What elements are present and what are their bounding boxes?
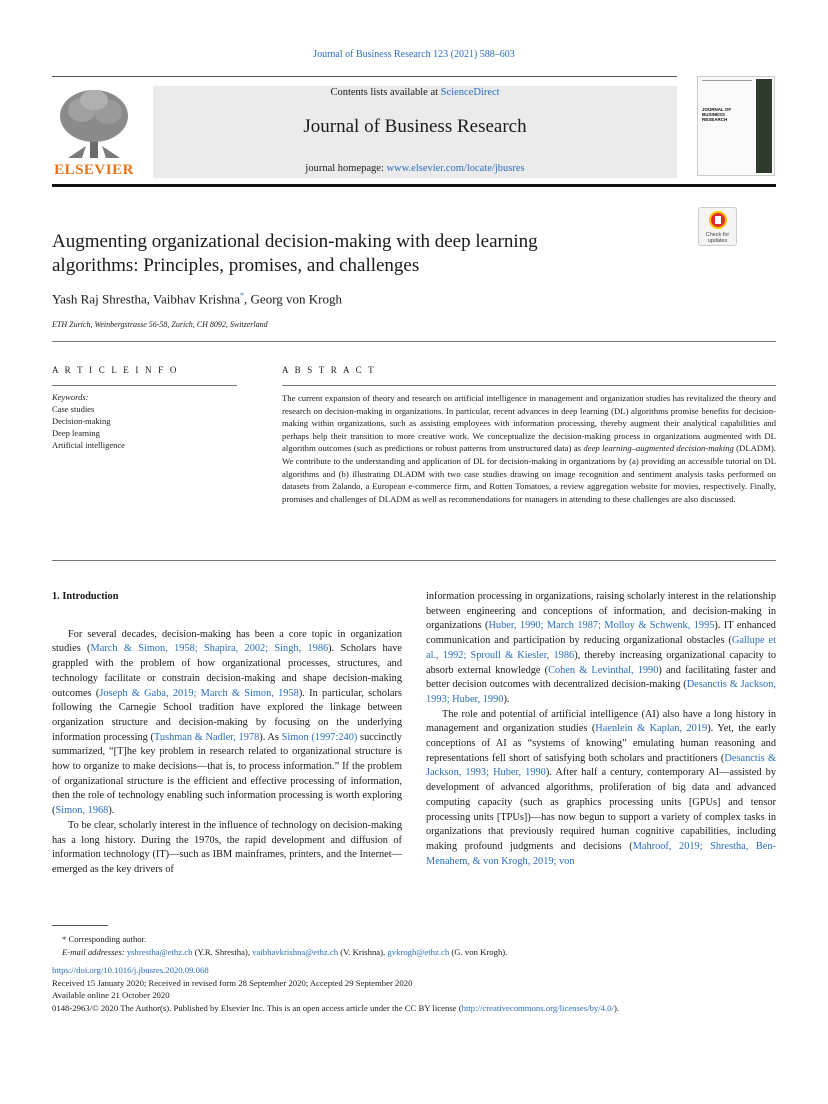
email-addresses — [52, 946, 776, 959]
text-segment: ). In particular, scholars following the Carnegie School tradition have explored the linkage between organization structure and decision-making by focusing on the underlying information processing ( — [52, 687, 402, 743]
available-online: Available online 21 October 2020 — [52, 990, 170, 1001]
text-segment: ). — [503, 693, 510, 705]
citation-link[interactable]: Haenlein & Kaplan, 2019 — [595, 723, 708, 735]
text-segment: ). Scholars have grappled with the problem of how organizational processes, structures, and technology facilitate or constrain decision-making and shape decision-making outcomes ( — [52, 643, 403, 699]
authors — [52, 291, 342, 307]
citation-link[interactable]: March & Simon, 1958; Shapira, 2002; Singh, 1986 — [90, 643, 329, 655]
cover-title — [702, 107, 752, 122]
check-for-updates-button[interactable] — [698, 207, 737, 246]
contents-prefix: Contents lists available at — [330, 87, 441, 98]
cover-image-strip — [756, 79, 772, 173]
section-heading: 1. Introduction — [52, 591, 119, 602]
footnote-rule — [52, 925, 108, 926]
text-segment: ). As — [259, 731, 282, 743]
corresponding-author-mark[interactable]: * — [240, 291, 245, 300]
keyword-item: Artificial intelligence — [52, 440, 125, 450]
citation-link[interactable]: Simon, 1968 — [55, 805, 109, 817]
paragraph — [426, 590, 776, 708]
text-segment: ). Yet, the early conceptions of AI as “systems of knowing” emulating human reasoning and representations fell short of satisfying both scholars and practitioners ( — [426, 723, 776, 764]
citation-link[interactable]: Desanctis & Jackson, 1993; Huber, 1990 — [426, 752, 776, 779]
title-line: Augmenting organizational decision-making with deep learning — [52, 231, 538, 252]
footnotes — [52, 933, 776, 1015]
email-owner: (G. von Krogh). — [449, 946, 508, 957]
header-rule — [52, 76, 677, 77]
text-segment: ). — [108, 805, 115, 817]
running-head[interactable]: Journal of Business Research 123 (2021) 588–603 — [313, 49, 515, 60]
divider — [52, 341, 776, 342]
sciencedirect-link[interactable]: ScienceDirect — [440, 87, 500, 98]
cover-title-line: BUSINESS — [702, 112, 726, 117]
email-link[interactable]: yshrestha@ethz.ch — [126, 946, 193, 957]
text-segment: ), thereby increasing organizational capacity to absorb external knowledge ( — [426, 649, 776, 676]
abstract-segment: The current expansion of theory and research on artificial intelligence in management and organization studies has revitalized the theory and research on decision-making in organizations. In particular, recent advances in deep learning (DL) algorithms promise benefits for decision-making within organizations, such as assisting employees with information processing, thereby augment their analytical capabilities and perhaps help their transition to more creative work. We conceptualize the decision-making process in organizations augmented with DL algorithm outcomes (such as predictions or robust patterns from unstructured data) as — [282, 393, 776, 454]
keyword-item: Deep learning — [52, 428, 100, 438]
text-segment: ) and facilitating faster and better decision outcomes with decentralized decision-making ( — [426, 664, 776, 691]
check-updates-line: Check for — [705, 232, 730, 238]
email-owner: (Y.R. Shrestha), — [192, 946, 253, 957]
email-label: E-mail addresses: — [62, 946, 127, 957]
divider — [52, 385, 237, 386]
citation-link[interactable]: Huber, 1990; March 1987; Molloy & Schwenk, 1995 — [488, 620, 715, 632]
affiliation: ETH Zurich, Weinbergstrasse 56-58, Zurich, CH 8092, Switzerland — [52, 320, 268, 329]
article-info-heading: A R T I C L E I N F O — [52, 365, 179, 375]
paragraph — [52, 628, 402, 819]
received-dates: Received 15 January 2020; Received in revised form 28 September 2020; Accepted 29 September 2020 — [52, 977, 413, 988]
citation-link[interactable]: Simon (1997:240) — [281, 731, 358, 743]
author-name: Yash Raj Shrestha, — [52, 291, 154, 307]
text-segment: For several decades, decision-making has been a core topic in organization studies ( — [52, 628, 402, 655]
abstract-segment: (DLADM). We contribute to the understanding and application of DL for decision-making in organizations by (a) providing an accessible tutorial on DL algorithms and (b) illustrating DLADM with two case studies drawing on image recognition and sentiment analysis tasks performed on datasets from Zalando, a European e-commerce firm, and Rotten Tomatoes, a review aggregation website for movies, respectively. Finally, promises and challenges of DLADM as well as recommendations for managers in attending to these challenges are also discussed. — [282, 443, 776, 504]
keyword-item: Case studies — [52, 404, 95, 414]
keywords-label: Keywords: — [52, 392, 89, 402]
email-owner: (V. Krishna), — [338, 946, 388, 957]
doi-link[interactable]: https://doi.org/10.1016/j.jbusres.2020.09.068 — [52, 965, 209, 976]
abstract-heading: A B S T R A C T — [282, 365, 376, 375]
paragraph — [52, 819, 402, 878]
divider — [52, 560, 776, 561]
text-segment: ). IT enhanced communication and participation by reducing organizational obstacles ( — [426, 620, 776, 647]
author-name: , Georg von Krogh — [244, 291, 343, 307]
body-column-right — [426, 590, 776, 869]
journal-cover-thumbnail — [697, 76, 775, 176]
article-title — [52, 230, 672, 278]
email-link[interactable]: gvkrogh@ethz.ch — [387, 946, 450, 957]
email-link[interactable]: vaibhavkrishna@ethz.ch — [252, 946, 339, 957]
corresponding-author-note: * Corresponding author. — [62, 934, 147, 944]
check-for-updates-label — [699, 232, 736, 244]
citation-link[interactable]: Gallupe et al., 1992; Sproull & Kiesler, 1986 — [426, 635, 777, 661]
homepage-link[interactable]: www.elsevier.com/locate/jbusres — [386, 163, 525, 174]
paragraph — [426, 708, 776, 870]
divider — [282, 385, 776, 386]
citation-link[interactable]: Desanctis & Jackson, 1993; Huber, 1990 — [426, 679, 776, 705]
abstract-text — [282, 392, 776, 505]
journal-title: Journal of Business Research — [303, 116, 527, 137]
homepage-line — [153, 163, 677, 174]
license-text: 0148-2963/© 2020 The Author(s). Published by Elsevier Inc. This is an open access article under the CC BY license ( — [52, 1002, 462, 1013]
text-segment: To be clear, scholarly interest in the influence of technology on decision-making has a long history. During the 1970s, the rapid development and diffusion of information technology (IT)—such as IBM mainframes, printers, and the Internet—emerged as the key drivers of — [52, 819, 402, 875]
keywords-block — [52, 391, 125, 451]
citation-link[interactable]: Tushman & Nadler, 1978 — [153, 731, 260, 743]
text-segment: information processing in organizations, raising scholarly interest in the relationship between engineering and conceptions of information, and decision-making in organizations ( — [426, 591, 776, 632]
body-column-left — [52, 590, 402, 878]
cover-title-line: RESEARCH — [702, 117, 728, 122]
homepage-prefix: journal homepage: — [305, 163, 387, 174]
publisher-logo-text: ELSEVIER — [54, 162, 134, 178]
cover-top-line — [702, 80, 752, 81]
text-segment: ). After half a century, contemporary AI—assisted by development of advanced algorithms, proliferation of big data and advanced computing capacity (such as graphics processing units [GPUs] and tensor processing units [TPUs])—has now begun to support a variety of complex tasks in organizations that previously required human cognitive capabilities, including making profound judgments and decisions ( — [426, 767, 776, 852]
bookmark-icon — [709, 211, 727, 229]
cover-title-line: JOURNAL OF — [702, 107, 732, 112]
citation-link[interactable]: Cohen & Levinthal, 1990 — [548, 664, 659, 676]
citation-link[interactable]: Joseph & Gaba, 2019; March & Simon, 1958 — [99, 687, 299, 699]
title-line: algorithms: Principles, promises, and challenges — [52, 255, 420, 276]
keyword-item: Decision-making — [52, 416, 111, 426]
license-line — [52, 1002, 776, 1015]
header-thick-rule — [52, 184, 776, 187]
license-text: ). — [613, 1002, 620, 1013]
check-updates-line: updates — [707, 238, 728, 244]
contents-line — [153, 87, 677, 98]
text-segment: succinctly summarized, “[T]he key problem in research related to organizational structure is how to organize to make decisions—that is, to process information.” If the problem of organizational structure is the efficient and effective processing of information, then the role of technology enabling such information processing is worth exploring ( — [52, 731, 402, 817]
author-name: Vaibhav Krishna — [153, 291, 241, 307]
abstract-italic-term: deep learning–augmented decision-making — [583, 443, 734, 454]
citation-link[interactable]: Mahroof, 2019; Shrestha, Ben-Menahem, & von Krogh, 2019; von — [426, 840, 776, 867]
text-segment: The role and potential of artificial intelligence (AI) also have a long history in management and organization studies ( — [426, 708, 776, 735]
license-link[interactable]: http://creativecommons.org/licenses/by/4.0/ — [461, 1002, 614, 1013]
